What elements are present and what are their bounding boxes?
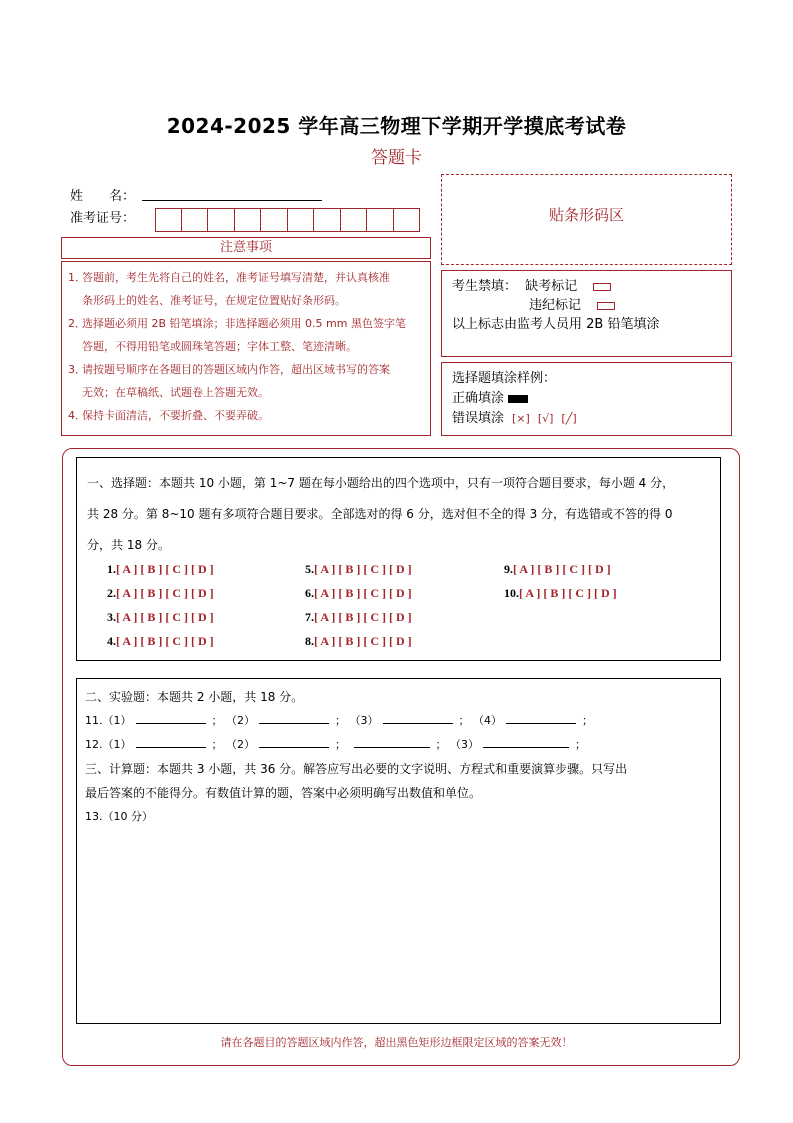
q11-blank-2[interactable] [259, 712, 329, 724]
id-digit-box[interactable] [261, 208, 288, 232]
choice-question-3[interactable]: 3.[ A ] [ B ] [ C ] [ D ] [107, 610, 214, 624]
id-digit-box[interactable] [182, 208, 209, 232]
q12-blank-4[interactable] [483, 736, 569, 748]
q11-blank-3[interactable] [383, 712, 453, 724]
choice-question-2[interactable]: 2.[ A ] [ B ] [ C ] [ D ] [107, 586, 214, 600]
choice-question-4[interactable]: 4.[ A ] [ B ] [ C ] [ D ] [107, 634, 214, 648]
q12-row: 12.（1） ； （2） ； ； （3） ； [85, 738, 586, 751]
q13-answer-area[interactable] [85, 829, 712, 1009]
choice-question-9[interactable]: 9.[ A ] [ B ] [ C ] [ D ] [504, 562, 611, 576]
choice-instructions-1: 一、选择题：本题共 10 小题，第 1~7 题在每小题给出的四个选项中，只有一项符合题目要求，每小题 4 分， [87, 476, 675, 490]
calc-instructions-1: 三、计算题：本题共 3 小题，共 36 分。解答应写出必要的文字说明、方程式和重要演算步骤。只写出 [85, 762, 628, 776]
notice-item-4: 4．保持卡面清洁，不要折叠、不要弄破。 [68, 409, 269, 422]
notice-item-3: 3．请按题号顺序在各题目的答题区域内作答，超出区域书写的答案 无效；在草稿纸、试题卷上答题无效。 [68, 363, 390, 399]
id-digit-box[interactable] [235, 208, 262, 232]
id-label: 准考证号： [70, 211, 136, 226]
sample-title: 选择题填涂样例： [452, 371, 557, 386]
q12-blank-2[interactable] [259, 736, 329, 748]
q12-blank-1[interactable] [136, 736, 206, 748]
violation-label: 违纪标记 [529, 298, 582, 313]
id-digit-box[interactable] [155, 208, 182, 232]
choice-question-8[interactable]: 8.[ A ] [ B ] [ C ] [ D ] [305, 634, 412, 648]
q13-label: 13.（10 分） [85, 810, 153, 823]
q11-blank-1[interactable] [136, 712, 206, 724]
id-number-boxes[interactable] [155, 208, 420, 232]
absent-label: 缺考标记 [525, 279, 578, 294]
q11-row: 11.（1） ； （2） ； （3） ； （4） ； [85, 714, 593, 727]
experiment-title: 二、实验题：本题共 2 小题，共 18 分。 [85, 690, 304, 704]
id-digit-box[interactable] [341, 208, 368, 232]
section-answers [76, 678, 721, 1024]
wrong-label: 错误填涂 [452, 411, 505, 426]
marks-prefix: 考生禁填： [452, 279, 518, 294]
id-digit-box[interactable] [208, 208, 235, 232]
choice-instructions-3: 分，共 18 分。 [87, 538, 170, 552]
choice-question-1[interactable]: 1.[ A ] [ B ] [ C ] [ D ] [107, 562, 214, 576]
violation-mark-box[interactable] [597, 302, 615, 310]
choice-question-7[interactable]: 7.[ A ] [ B ] [ C ] [ D ] [305, 610, 412, 624]
absent-mark-box[interactable] [593, 283, 611, 291]
id-digit-box[interactable] [288, 208, 315, 232]
footer-warning: 请在各题目的答题区域内作答，超出黑色矩形边框限定区域的答案无效！ [220, 1036, 573, 1049]
barcode-area: 贴条形码区 [441, 174, 732, 265]
q11-blank-4[interactable] [506, 712, 576, 724]
notice-title: 注意事项 [61, 237, 431, 259]
wrong-sample-3: [╱] [561, 412, 577, 425]
name-field[interactable] [142, 200, 322, 201]
name-label: 姓 名： [70, 189, 136, 204]
correct-label: 正确填涂 [452, 391, 505, 406]
notice-item-2: 2．选择题必须用 2B 铅笔填涂；非选择题必须用 0.5 mm 黑色签字笔 答题，不得用铅笔或圆珠笔答题；字体工整、笔迹清晰。 [68, 317, 406, 353]
notice-box [61, 261, 431, 436]
marks-note: 以上标志由监考人员用 2B 铅笔填涂 [452, 317, 660, 332]
id-digit-box[interactable] [367, 208, 394, 232]
wrong-sample-2: [√] [537, 412, 554, 425]
filled-sample-icon [508, 395, 528, 403]
choice-question-6[interactable]: 6.[ A ] [ B ] [ C ] [ D ] [305, 586, 412, 600]
proctor-marks-box [441, 270, 732, 357]
id-digit-box[interactable] [394, 208, 421, 232]
page-title: 2024-2025 学年高三物理下学期开学摸底考试卷 [166, 114, 627, 138]
choice-question-5[interactable]: 5.[ A ] [ B ] [ C ] [ D ] [305, 562, 412, 576]
notice-item-1: 1．答题前，考生先将自己的姓名，准考证号填写清楚，并认真核准 条形码上的姓名、准考证号，在规定位置贴好条形码。 [68, 271, 390, 307]
id-digit-box[interactable] [314, 208, 341, 232]
choice-instructions-2: 共 28 分。第 8~10 题有多项符合题目要求。全部选对的得 6 分，选对但不全的得 3 分，有选错或不答的得 0 [87, 507, 673, 521]
section-choice [76, 457, 721, 661]
page-subtitle: 答题卡 [371, 148, 422, 168]
wrong-sample-1: [×] [512, 412, 530, 425]
calc-instructions-2: 最后答案的不能得分。有数值计算的题，答案中必须明确写出数值和单位。 [85, 786, 482, 800]
choice-question-10[interactable]: 10.[ A ] [ B ] [ C ] [ D ] [504, 586, 617, 600]
q12-blank-3[interactable] [354, 736, 430, 748]
fill-sample-box [441, 362, 732, 436]
